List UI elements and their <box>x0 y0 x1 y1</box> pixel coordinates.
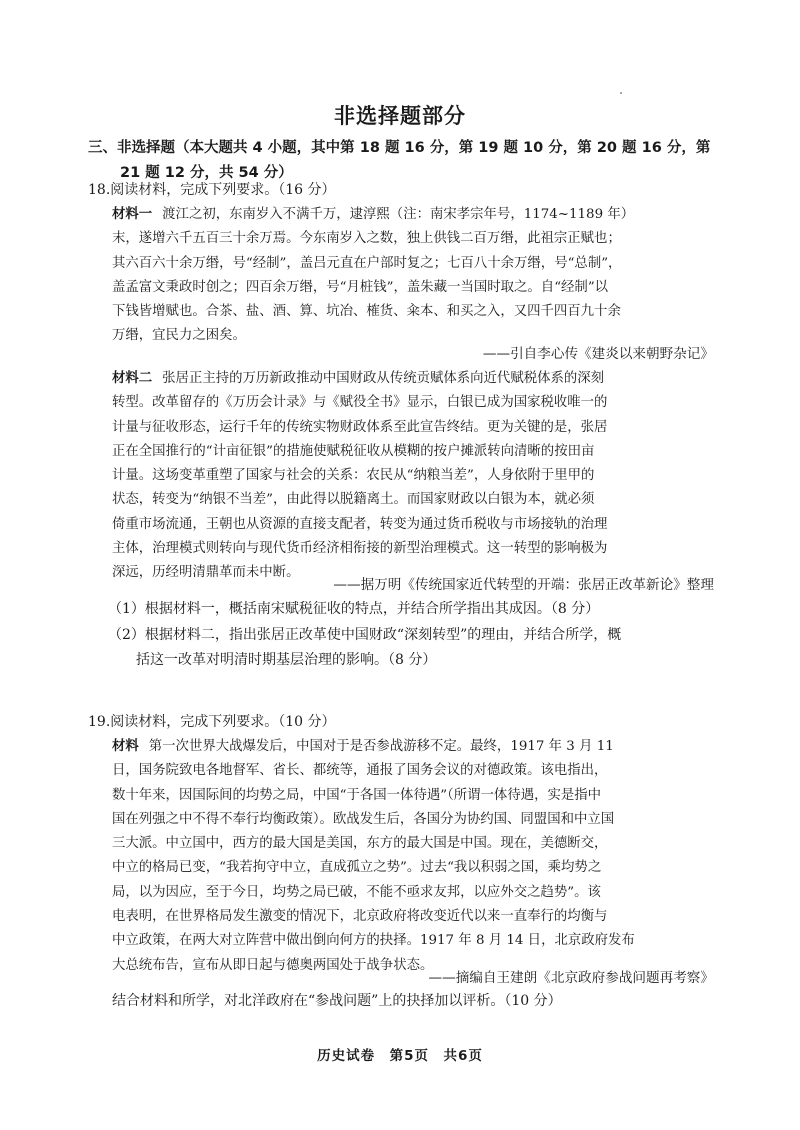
material-line: 状态，转变为“纳银不当差”，由此得以脱籍离土。而国家财政以白银为本，就必须 <box>112 492 595 508</box>
subquestion-1: （1）根据材料一，概括南宋赋税征收的特点，并结合所学指出其成因。（8 分） <box>108 601 600 617</box>
page-title: 非选择题部分 <box>334 104 466 128</box>
material-line: 中立政策，在两大对立阵营中做出倒向何方的抉择。1917 年 8 月 14 日，北京政府发布 <box>112 933 635 949</box>
material-line: 局，以为因应，至于今日，均势之局已破，不能不亟求友邦，以应外交之趋势”。该 <box>112 884 601 900</box>
material-line: 计量。这场变革重塑了国家与社会的关系：农民从“纳粮当差”，人身依附于里甲的 <box>112 468 595 484</box>
material-line: 深远，历经明清鼎革而未中断。 <box>112 565 300 581</box>
q19-material-source: ——摘编自王建朗《北京政府参战问题再考察》 <box>428 970 714 986</box>
scan-speck <box>620 92 622 94</box>
material-line: 倚重市场流通，王朝也从资源的直接支配者，转变为通过货币税收与市场接轨的治理 <box>112 516 608 532</box>
subquestion-2-line-1: （2）根据材料二，指出张居正改革使中国财政“深刻转型”的理由，并结合所学，概 <box>108 626 622 643</box>
q19-task: 结合材料和所学，对北洋政府在“参战问题”上的抉择加以评析。（10 分） <box>112 993 562 1009</box>
question-18-stem: 18.阅读材料，完成下列要求。（16 分） <box>88 182 336 198</box>
material-line: 三大派。中立国中，西方的最大国是美国，东方的最大国是中国。现在，美德断交， <box>112 836 608 852</box>
question-19-stem: 19.阅读材料，完成下列要求。（10 分） <box>88 714 336 730</box>
q18-material-2-source: ——据万明《传统国家近代转型的开端：张居正改革新论》整理 <box>333 577 714 593</box>
material-line: 数十年来，因国际间的均势之局，中国“于各国一体待遇”（所谓一体待遇，实是指中 <box>112 787 602 803</box>
material-label: 材料一 <box>112 207 153 222</box>
material-line: 大总统布告，宣布从即日起与德奥两国处于战争状态。 <box>112 957 434 973</box>
material-line: 中立的格局已变，“我若拘守中立，直成孤立之势”。过去“我以积弱之国，乘均势之 <box>112 860 602 876</box>
material-line: 材料一 渡江之初，东南岁入不满千万，逮淳熙（注：南宋孝宗年号，1174~1189 年） <box>112 207 635 222</box>
material-line: 末，遂增六千五百三十余万焉。今东南岁入之数，独上供钱二百万缗，此祖宗正赋也； <box>112 231 621 247</box>
material-line: 盖孟富文秉政时创之；四百余万缗，号“月桩钱”，盖朱藏一当国时取之。自“经制”以 <box>112 279 609 295</box>
q18-material-2 <box>112 367 720 586</box>
material-label: 材料 <box>112 739 139 754</box>
q19-material <box>112 735 720 978</box>
subquestion-2-line-2: 括这一改革对明清时期基层治理的影响。（8 分） <box>136 652 437 668</box>
material-line: 下钱皆增赋也。合茶、盐、酒、算、坑冶、榷货、籴本、和买之入，又四千四百九十余 <box>112 304 621 320</box>
material-label: 材料二 <box>112 371 153 386</box>
material-line: 日，国务院致电各地督军、省长、都统等，通报了国务会议的对德政策。该电指出， <box>112 763 608 779</box>
section-heading-line-2: 21 题 12 分，共 54 分） <box>120 165 293 181</box>
material-line: 万缗，宜民力之困矣。 <box>112 328 246 344</box>
q18-material-1 <box>112 203 720 349</box>
material-line: 材料二 张居正主持的万历新政推动中国财政从传统贡赋体系向近代赋税体系的深刻 <box>112 371 605 386</box>
page-footer: 历史试卷 第5页 共6页 <box>317 1048 483 1064</box>
material-line: 其六百六十余万缗，号“经制”，盖吕元直在户部时复之；七百八十余万缗，号“总制”， <box>112 255 622 271</box>
material-line: 正在全国推行的“计亩征银”的措施使赋税征收从模糊的按户摊派转向清晰的按田亩 <box>112 443 595 459</box>
material-line: 材料 第一次世界大战爆发后，中国对于是否参战游移不定。最终，1917 年 3 月 11 <box>112 739 614 754</box>
q18-subquestions <box>108 597 728 674</box>
q18-material-1-source: ——引自李心传《建炎以来朝野杂记》 <box>482 346 714 362</box>
material-line: 转型。改革留存的《万历会计录》与《赋役全书》显示，白银已成为国家税收唯一的 <box>112 395 608 411</box>
section-heading-line-1: 三、非选择题（本大题共 4 小题，其中第 18 题 16 分，第 19 题 10 分，第 20 题 16 分，第 <box>88 140 711 156</box>
material-line: 国在列强之中不得不奉行均衡政策）。欧战发生后，各国分为协约国、同盟国和中立国 <box>112 811 615 827</box>
material-line: 计量与征收形态，运行千年的传统实物财政体系至此宣告终结。更为关键的是，张居 <box>112 419 608 435</box>
material-line: 电表明，在世界格局发生激变的情况下，北京政府将改变近代以来一直奉行的均衡与 <box>112 909 608 925</box>
material-line: 主体，治理模式则转向与现代货币经济相衔接的新型治理模式。这一转型的影响极为 <box>112 541 608 557</box>
